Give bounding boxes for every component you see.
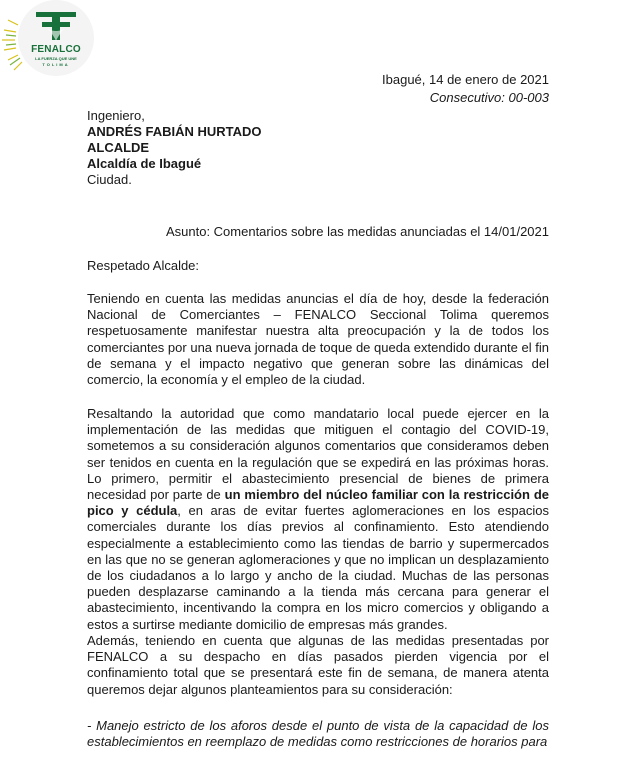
- paragraph-2-emphasis: un miembro del núcleo familiar con la restricción de pico y cédula: [87, 487, 549, 519]
- recipient-title: Ingeniero,: [87, 108, 145, 123]
- paragraph-2-text-start: Resaltando la autoridad que como mandatario local puede ejercer en la implementación de las medidas que mitiguen el contagio del COVID-19, sometemos a su consideración algunos comentarios que consideramos deben ser tenidos en cuenta en la regulación que se expedirá en las próximas horas. Lo primero, permitir el abastecimiento presencial de bienes de primera necesidad por parte de: [87, 406, 549, 503]
- bullet-item: - Manejo estricto de los aforos desde el punto de vista de la capacidad de los establecimientos en reemplazo de medidas como restricciones de horarios para: [87, 718, 549, 750]
- paragraph-2-text-end: , en aras de evitar fuertes aglomeraciones en los espacios comerciales durante los días previos al confinamiento. Esto atendiendo especialmente a establecimiento como las tiendas de barrio y supermercados en las que no se generan aglomeraciones y que no implican un desplazamiento de los ciudadanos a lo largo y ancho de la ciudad. Muchas de las personas pueden desplazarse caminando a la tienda más cercana para generar el abastecimiento, incentivando la compra en los micro comercios y obligando a estos a surtirse mediante domicilio de empresas más grandes.: [87, 503, 549, 632]
- footer-mark: [258, 774, 378, 780]
- logo-slogan: LA FUERZA QUE UNE: [35, 56, 77, 61]
- fenalco-logo: [0, 0, 100, 80]
- fenalco-emblem-icon: [0, 0, 100, 80]
- paragraph-2: [87, 406, 549, 633]
- logo-city: TOLIMA: [42, 62, 70, 67]
- paragraph-3: Además, teniendo en cuenta que algunas de las medidas presentadas por FENALCO a su despacho en días pasados pierden vigencia por el confinamiento total que se presentará este fin de semana, de manera atenta queremos dejar algunos planteamientos para su consideración:: [87, 633, 549, 697]
- recipient-city: Ciudad.: [87, 172, 132, 187]
- recipient-position: ALCALDE: [87, 140, 150, 155]
- recipient-name: ANDRÉS FABIÁN HURTADO: [87, 124, 262, 139]
- logo-name: FENALCO: [31, 44, 81, 55]
- paragraph-1: Teniendo en cuenta las medidas anuncias el día de hoy, desde la federación Nacional de Comerciantes – FENALCO Seccional Tolima queremos respetuosamente manifestar nuestra alta preocupación y la de todos los comerciantes por una nueva jornada de toque de queda extendido durante el fin de semana y el impacto negativo que generan sobre las dinámicas del comercio, la economía y el empleo de la ciudad.: [87, 291, 549, 388]
- letter-subject: Asunto: Comentarios sobre las medidas anunciadas el 14/01/2021: [165, 224, 549, 239]
- letter-date: Ibagué, 14 de enero de 2021: [382, 72, 549, 87]
- letter-consecutive: Consecutivo: 00-003: [429, 90, 549, 105]
- recipient-office: Alcaldía de Ibagué: [87, 156, 202, 171]
- letter-greeting: Respetado Alcalde:: [87, 258, 200, 273]
